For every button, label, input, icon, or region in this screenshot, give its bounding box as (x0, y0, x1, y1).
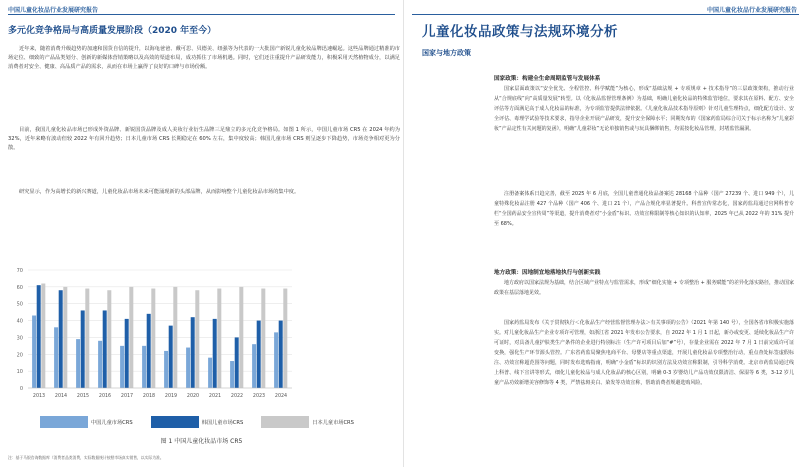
bar-韩国儿童市场CRS (103, 310, 107, 388)
y-tick-label: 50 (16, 301, 23, 308)
left-page (0, 0, 403, 467)
bar-中国儿童市场CRS (120, 346, 124, 388)
legend-swatch (151, 416, 199, 428)
header-rule (8, 14, 395, 15)
legend-item (261, 416, 354, 428)
y-tick-label: 70 (16, 268, 23, 274)
bar-日本儿童市场CRS (151, 289, 155, 388)
bar-中国儿童市场CRS (164, 351, 168, 388)
x-tick-label: 2024 (274, 394, 288, 399)
bar-韩国儿童市场CRS (125, 319, 129, 388)
bar-韩国儿童市场CRS (191, 317, 195, 388)
bar-中国儿童市场CRS (32, 316, 36, 388)
paragraph: 目前，我国儿童化妆品市场已形成外资品牌、新锐国货品牌及成人美妆行业衍生品牌三足鼎立的多元化竞争格局。如图 1 所示，中国儿童市场 CR5 在 2024 年约为 32%，近年来略有波动但较 2022 年有回升趋势；日本儿童市场 CRS 长期稳定在 60% 左右，集中度较高；韩国儿童市场 CRS 则呈逐步下降趋势，市场竞争相对更为分散。 (8, 127, 400, 151)
paragraph: 近年来，随着消费升级趋势的加速和国货自信的提升，以海龟爸爸、戴可思、贝德美、纽强等为代表的一大批国产新锐儿童化妆品牌迅速崛起。这些品牌通过精准的市场定位、细致的产品品类划分、创新的新媒体营销策略以及高效的渠道布局，成功抓住了市场机遇。同时，它们还注重提升产品研发能力，积极采用天然植物成分，以满足消费者对安全、健康、高品质产品的需求，从而在市场上赢得了良好的口碑与市场份额。 (8, 46, 400, 70)
bar-中国儿童市场CRS (98, 341, 102, 388)
y-tick-label: 40 (16, 318, 23, 325)
bar-中国儿童市场CRS (186, 348, 190, 388)
paragraph: 研究显示，作为高增长的新兴赛道，儿童化妆品市场未来可能涌现新的头部品牌，从而影响整个儿童化妆品市场的集中度。 (19, 189, 300, 195)
x-tick-label: 2021 (208, 394, 222, 399)
running-head: 中国儿童化妆品行业发展研究报告 (706, 7, 797, 14)
legend-item (40, 416, 133, 428)
legend-label: 日本儿童市场CRS (312, 419, 354, 426)
running-head: 中国儿童化妆品行业发展研究报告 (8, 7, 99, 14)
paragraph: 国家药监局发布《关于贯彻执行＜化妆品生产经营监督管理办法＞有关事项的公告》（2021 年第 140 号），全国各省市积极实施落实。对儿童化妆品生产企业专项许可管理，如浙江省 2021 年发布公告要求，自 2022 年 1 月 1 日起，新办或变更、延续化妆品生产许可证时，对具备儿童护肤类生产条件的企业进行特别标注（生产许可项目后加“#”号），存量企业需在 2022 年 7 月 1 日前完成许可证变换，强化生产环节源头管控。广东省药监局聚焦电商平台、母婴店等重点渠道，开展儿童化妆品专项整治行动，重点查处标签虚假标注、功效宣称超范围等问题，同时发布选购指南，明确“小金盾”标识的识别方法及功效宣称限制，引导科学消费。北京市药监局通过线上科普、线下宣讲等形式，细化儿童化妆品与成人化妆品的核心区别，明确 0-3 岁婴幼儿产品功效仅限清洁、保湿等 6 类，3-12 岁儿童产品功效新增美容修饰等 4 类，严禁祛斑美白、染发等功效宣称，帮助消费者规避选购风险。 (494, 320, 794, 386)
y-tick-label: 30 (16, 335, 23, 342)
chart-legend (40, 416, 354, 428)
header-rule (412, 14, 799, 15)
bar-中国儿童市场CRS (252, 344, 256, 388)
subsection-heading: 国家政策：构建全生命周期监管与发展体系 (494, 76, 601, 82)
bar-中国儿童市场CRS (142, 346, 146, 388)
x-tick-label: 2016 (98, 394, 112, 399)
bar-日本儿童市场CRS (261, 289, 265, 388)
bar-中国儿童市场CRS (54, 327, 58, 388)
x-tick-label: 2018 (142, 394, 156, 399)
bar-日本儿童市场CRS (129, 287, 133, 388)
y-tick-label: 10 (16, 369, 23, 376)
x-tick-label: 2017 (120, 394, 134, 399)
x-tick-label: 2019 (164, 394, 178, 399)
x-tick-label: 2023 (252, 394, 266, 399)
cr5-bar-chart (0, 262, 403, 412)
bar-韩国儿童市场CRS (279, 321, 283, 388)
paragraph: 国家层面政策以“安全优先、全程管控、科学赋能”为核心，形成“基础法规 + 专项规章 + 技术指导”的三层政策架构，推动行业从“合规底线”向“高质量发展”转型。以《化妆品监督管理条例》为基础，明确儿童化妆品的特殊监管地位，要求其在原料、配方、安全评估等方面满足高于成人化妆品的标准，为专项监管提供法律依据。《儿童化妆品技术指导原则》针对儿童生理特点，细化配方设计、安全评估、毒理学试验等技术要求，指导企业开展产品研发，提升安全保障水平；同期发布的《国家药监局综合司关于标示名称为“儿童彩妆”产品定性有关问题的复函》，明确“儿童彩妆”无论单独销售或与玩具捆绑销售，均需按化妆品管理，封堵监管漏洞。 (494, 86, 794, 132)
bar-中国儿童市场CRS (76, 339, 80, 388)
bar-韩国儿童市场CRS (81, 310, 85, 388)
bar-韩国儿童市场CRS (147, 314, 151, 388)
x-tick-label: 2013 (32, 394, 46, 399)
page-title: 儿童化妆品政策与法规环境分析 (422, 24, 618, 40)
bar-日本儿童市场CRS (283, 289, 287, 388)
bar-日本儿童市场CRS (41, 283, 45, 388)
bar-日本儿童市场CRS (217, 289, 221, 388)
bar-日本儿童市场CRS (63, 287, 67, 388)
x-tick-label: 2015 (76, 394, 90, 399)
footnote: 注：基于马银咨询数据库（消费者品类消费，实际数据统计按照市场真实销售，以实际为准。 (8, 455, 164, 460)
chart-caption: 图 1 中国儿童化妆品市场 CR5 (160, 438, 243, 445)
section-title: 多元化竞争格局与高质量发展阶段（2020 年至今） (8, 26, 217, 36)
subsection-heading: 地方政策：因地制宜地落地执行与创新实践 (494, 270, 601, 276)
paragraph: 注册备案体系日趋完善，截至 2025 年 6 月底，全国儿童普通化妆品备案达 28168 个品种（国产 27239 个、进口 949 个），儿童特殊化妆品注册 427 个品种（国产 406 个、进口 21 个），产品合规化率显著提升。科普宣传常态化，国家药监局通过官网科普专栏“全国药品安全宣传周”等渠道，提升消费者对“小金盾”标识、功效宣称限制等核心知识的认知率，2025 年已从 2022 年的 31% 提升至 68%。 (494, 191, 794, 227)
y-tick-label: 0 (19, 386, 23, 392)
x-tick-label: 2020 (186, 394, 200, 399)
legend-label: 韩国儿童市场CRS (201, 419, 244, 426)
legend-swatch (40, 416, 88, 428)
bar-中国儿童市场CRS (230, 361, 234, 388)
x-tick-label: 2022 (230, 394, 244, 399)
bar-日本儿童市场CRS (85, 289, 89, 388)
page-subtitle: 国家与地方政策 (422, 49, 471, 57)
bar-中国儿童市场CRS (274, 332, 278, 388)
right-page (404, 0, 807, 467)
y-tick-label: 20 (16, 352, 23, 359)
bar-日本儿童市场CRS (195, 290, 199, 388)
bar-韩国儿童市场CRS (59, 290, 63, 388)
y-tick-label: 60 (16, 284, 23, 291)
bar-日本儿童市场CRS (239, 287, 243, 388)
legend-label: 中国儿童市场CRS (91, 419, 133, 426)
bar-韩国儿童市场CRS (169, 326, 173, 388)
bar-日本儿童市场CRS (173, 287, 177, 388)
legend-swatch (261, 416, 309, 428)
bar-韩国儿童市场CRS (235, 337, 239, 388)
bar-韩国儿童市场CRS (257, 321, 261, 388)
bar-中国儿童市场CRS (208, 358, 212, 388)
paragraph: 地方政府以国家法规为基础，结合区域产业特点与监管需求，形成“细化实施 + 专项整治 + 服务赋能”的差异化落实路径，推动国家政策在基层落地见效。 (494, 280, 794, 296)
legend-item (151, 416, 244, 428)
bar-日本儿童市场CRS (107, 290, 111, 388)
x-tick-label: 2014 (54, 394, 68, 399)
bar-韩国儿童市场CRS (37, 285, 41, 388)
bar-韩国儿童市场CRS (213, 319, 217, 388)
